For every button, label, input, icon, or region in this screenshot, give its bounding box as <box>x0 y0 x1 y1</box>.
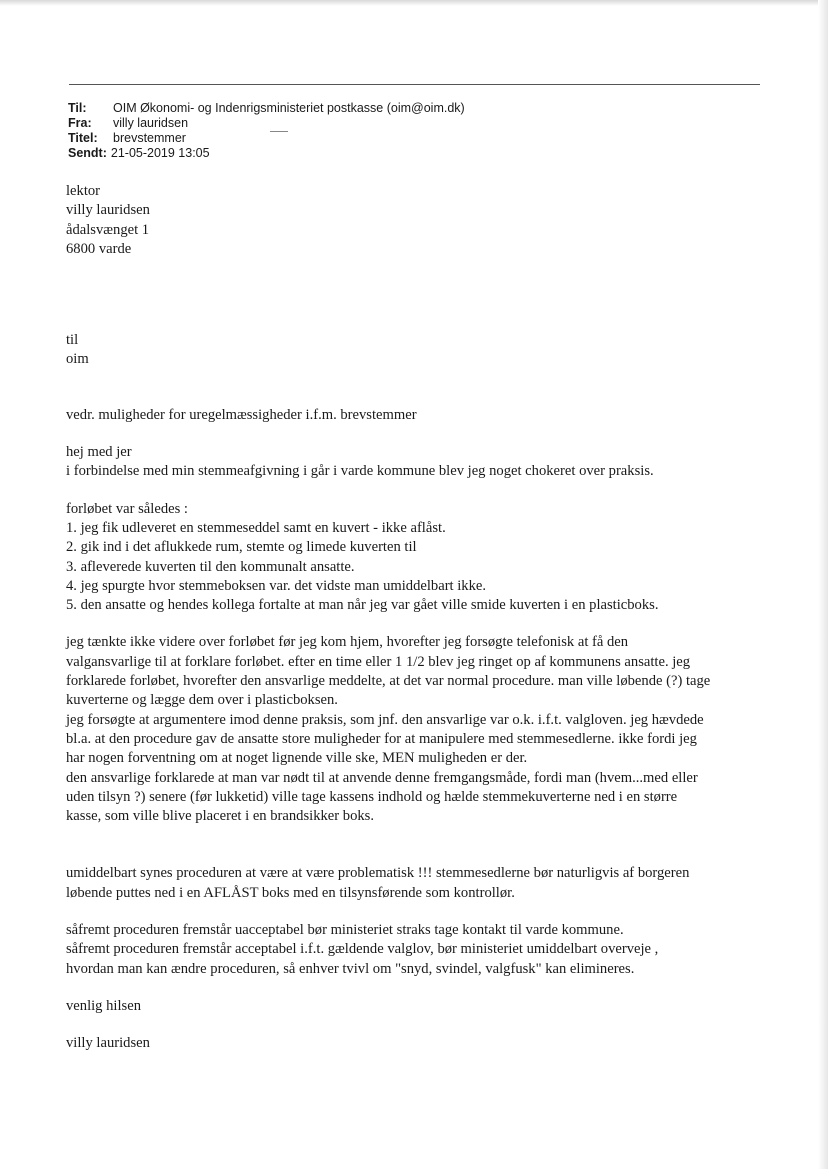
closing: venlig hilsen <box>66 997 141 1014</box>
sender-line: villy lauridsen <box>66 202 150 219</box>
step-item: 3. afleverede kuverten til den kommunalt ansatte. <box>66 558 355 575</box>
paragraph-line: såfremt proceduren fremstår acceptabel i.f.t. gældende valglov, bør ministeriet umiddelbart overveje , <box>66 941 659 958</box>
to-value: OIM Økonomi- og Indenrigsministeriet postkasse (oim@oim.dk) <box>113 101 465 115</box>
step-item: 5. den ansatte og hendes kollega fortalte at man når jeg var gået ville smide kuverten i en plasticboks. <box>66 597 659 614</box>
recipient-block <box>66 331 766 370</box>
scan-smudge <box>270 131 288 132</box>
paragraph-line: den ansvarlige forklarede at man var nødt til at anvende denne fremgangsmåde, fordi man (hvem...med eller <box>66 769 698 786</box>
paragraph-line: har nogen forventning om at noget lignende ville ske, MEN muligheden er der. <box>66 750 528 767</box>
intro-line: i forbindelse med min stemmeafgivning i går i varde kommune blev jeg noget chokeret over praksis. <box>66 463 654 480</box>
sent-row <box>68 146 465 161</box>
paragraph-line: kasse, som ville blive placeret i en brandsikker boks. <box>66 808 375 825</box>
steps-heading: forløbet var således : <box>66 500 188 517</box>
signature: villy lauridsen <box>66 1035 150 1052</box>
scan-edge-top <box>0 0 828 6</box>
paragraph-line: bl.a. at den procedure gav de ansatte store muligheder for at manipulere med stemmesedlerne. ikke fordi jeg <box>66 730 697 747</box>
from-label: Fra: <box>68 116 92 130</box>
sender-block <box>66 182 766 259</box>
sender-line: 6800 varde <box>66 240 132 257</box>
subject-label: Titel: <box>68 131 98 145</box>
paragraph-line: valgansvarlige til at forklare forløbet. efter en time eller 1 1/2 blev jeg ringet op af kommunens ansatte. jeg <box>66 653 691 670</box>
paragraph-line: jeg tænkte ikke videre over forløbet før jeg kom hjem, hvorefter jeg forsøgte telefonisk at få den <box>66 634 629 651</box>
intro-line: hej med jer <box>66 444 132 461</box>
step-item: 4. jeg spurgte hvor stemmeboksen var. det vidste man umiddelbart ikke. <box>66 577 487 594</box>
subject-line: vedr. muligheder for uregelmæssigheder i.f.m. brevstemmer <box>66 406 417 423</box>
letter-body <box>66 182 766 1054</box>
paragraph-line: såfremt proceduren fremstår uacceptabel bør ministeriet straks tage kontakt til varde kommune. <box>66 922 624 939</box>
paragraph-line: umiddelbart synes proceduren at være at være problematisk !!! stemmesedlerne bør naturligvis af borgeren <box>66 865 690 882</box>
step-item: 2. gik ind i det aflukkede rum, stemte og limede kuverten til <box>66 539 417 556</box>
recipient-line: til <box>66 332 79 349</box>
from-value: villy lauridsen <box>113 116 189 130</box>
scan-edge-right <box>818 0 828 1169</box>
subject-row <box>68 131 465 146</box>
sent-label: Sendt: <box>68 146 107 160</box>
paragraph-request <box>66 921 766 979</box>
paragraph-line: uden tilsyn ?) senere (før lukketid) ville tage kassens indhold og hælde stemmekuverterne ned i en større <box>66 788 678 805</box>
steps-list <box>66 500 766 616</box>
sender-line: ådalsvænget 1 <box>66 221 150 238</box>
paragraph-opinion <box>66 864 766 903</box>
paragraph-line: løbende puttes ned i en AFLÅST boks med en tilsynsførende som kontrollør. <box>66 884 515 901</box>
email-header <box>68 101 465 161</box>
paragraph-line: forklarede forløbet, hvorefter den ansvarlige meddelte, at det var normal procedure. man ville løbende (?) tage <box>66 673 711 690</box>
sent-value: 21-05-2019 13:05 <box>110 146 210 160</box>
recipient-line: oim <box>66 351 89 368</box>
paragraph-account <box>66 633 766 826</box>
to-label: Til: <box>68 101 87 115</box>
to-row <box>68 101 465 116</box>
header-rule <box>69 84 760 85</box>
paragraph-line: hvordan man kan ændre proceduren, så enhver tvivl om "snyd, svindel, valgfusk" kan elimineres. <box>66 960 635 977</box>
sender-line: lektor <box>66 183 101 199</box>
step-item: 1. jeg fik udleveret en stemmeseddel samt en kuvert - ikke aflåst. <box>66 519 446 536</box>
subject-value: brevstemmer <box>113 131 186 145</box>
paragraph-line: kuverterne og lægge dem over i plasticboksen. <box>66 692 338 709</box>
paragraph-line: jeg forsøgte at argumentere imod denne praksis, som jnf. den ansvarlige var o.k. i.f.t. valgloven. jeg hævdede <box>66 711 704 728</box>
from-row <box>68 116 465 131</box>
intro <box>66 443 766 482</box>
